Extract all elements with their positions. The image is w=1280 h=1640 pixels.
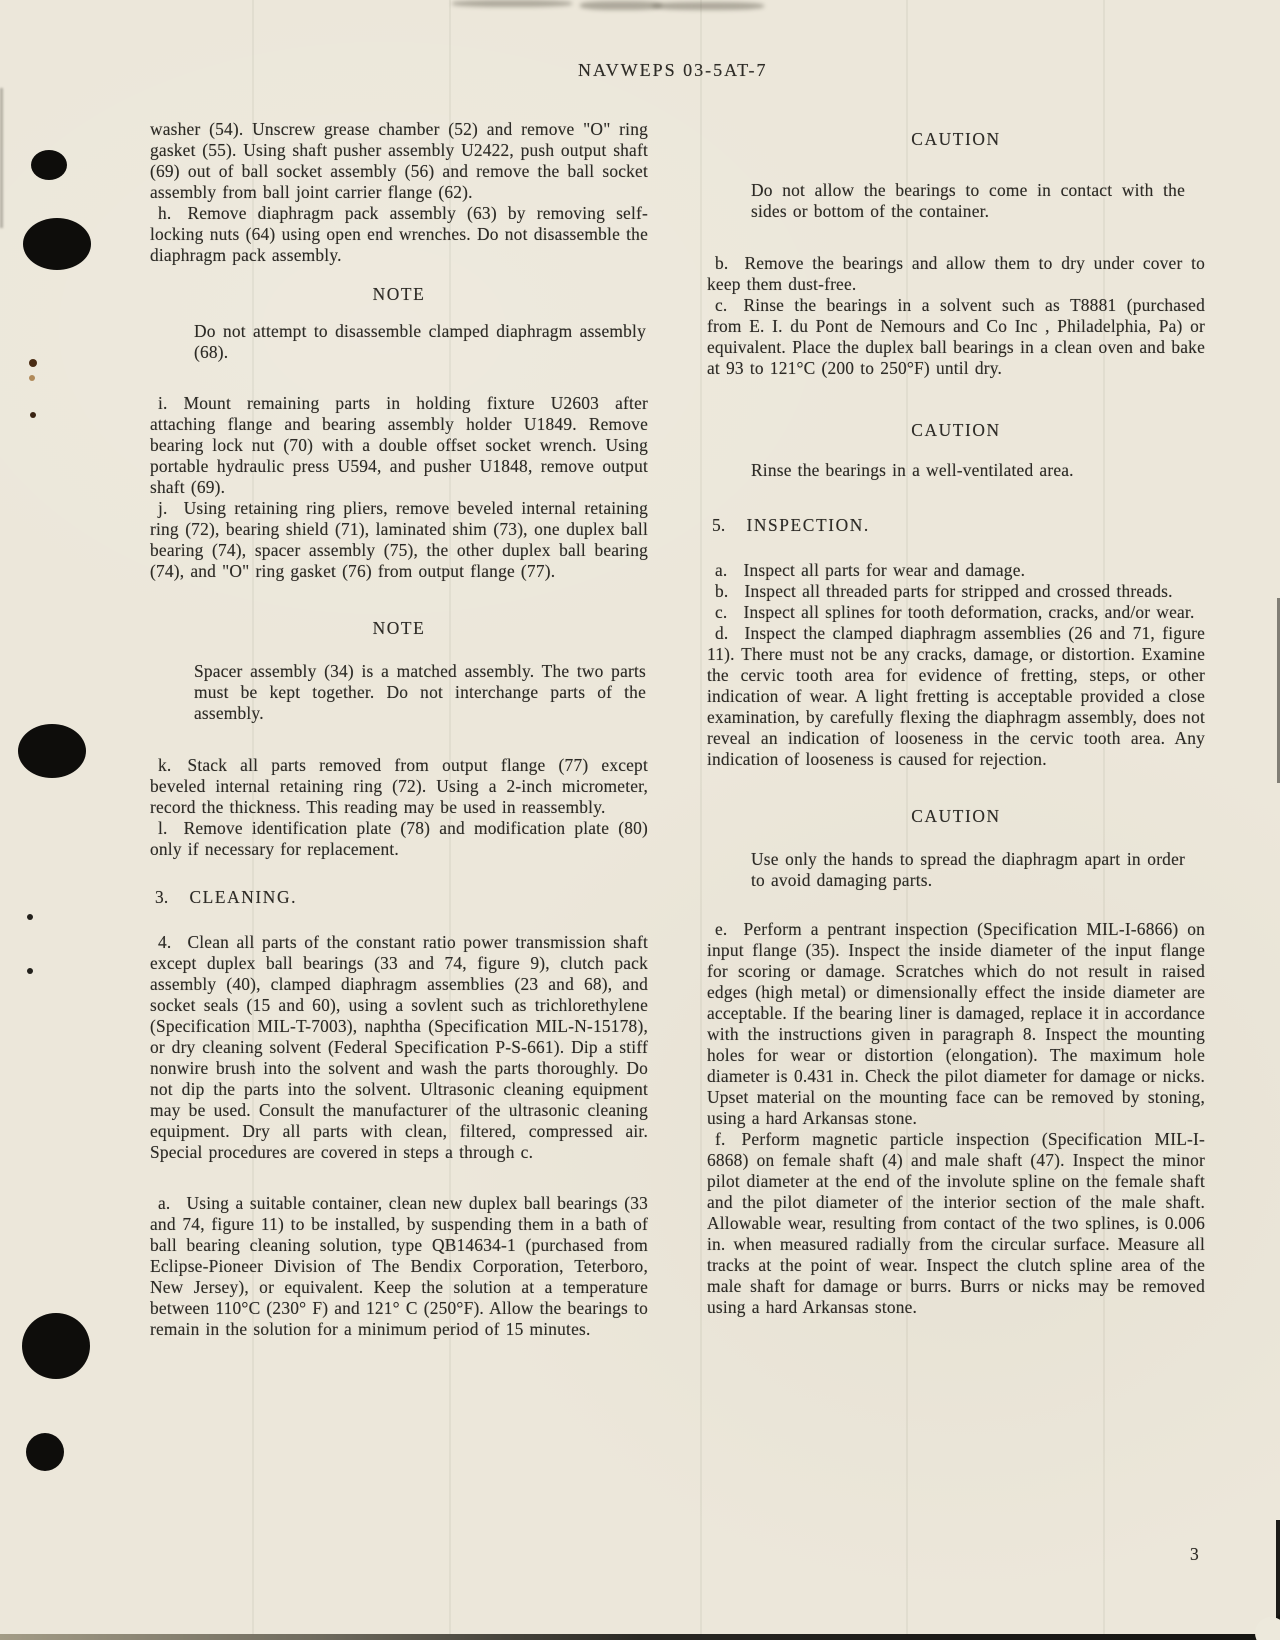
paragraph-text: washer (54). Unscrew grease chamber (52) and remove "O" ring gasket (55). Using shaft pusher assembly U2422, push output shaft (69) out of ball socket assembly (56) and remove the ball socket assembly from ball joint carrier flange (62). — [150, 119, 648, 202]
scan-smudge — [580, 1, 662, 10]
scan-streak — [1103, 0, 1105, 1640]
paragraph-text: Inspect all threaded parts for stripped and crossed threads. — [744, 581, 1173, 601]
paragraph-text: Remove diaphragm pack assembly (63) by removing self-locking nuts (64) using open end wrenches. Do not disassemble the diaphragm pack assembly. — [150, 203, 648, 265]
paragraph-text: Remove the bearings and allow them to dry under cover to keep them dust-free. — [707, 253, 1205, 294]
paragraph-h — [150, 203, 648, 266]
paragraph-text: Inspect all parts for wear and damage. — [743, 560, 1026, 580]
caution-heading — [707, 129, 1205, 150]
paragraph-text: Spacer assembly (34) is a matched assembly. The two parts must be kept together. Do not interchange parts of the assembly. — [194, 661, 646, 723]
paragraph-text: Perform a pentrant inspection (Specification MIL-I-6866) on input flange (35). Inspect the inside diameter of the input flange for scoring or damage. Scratches which do not result in raised edges (high metal) or dimensionally effect the inside diameter are acceptable. If the bearing liner is damaged, replace it in accordance with the instructions given in paragraph 8. Inspect the mounting holes for wear or distortion (elongation). The maximum hole diameter is 0.431 in. Check the pilot diameter for damage or nicks. Upset material on the mounting face can be removed by stoning, using a hard Arkansas stone. — [707, 919, 1205, 1128]
paragraph-label: 3. — [155, 887, 169, 907]
section-heading-cleaning — [150, 887, 648, 908]
paragraph-text: Clean all parts of the constant ratio power transmission shaft except duplex ball bearings (33 and 74, figure 9), clutch pack assembly (40), clamped diaphragm assemblies (23 and 68), and socket seals (15 and 60), using a sovlent such as trichlorethylene (Specification MIL-T-7003), naphtha (Specification MIL-N-15178), or dry cleaning solvent (Federal Specification P-S-661). Dip a stiff nonwire brush into the solvent and wash the parts thoroughly. Do not dip the parts into the solvent. Ultrasonic cleaning equipment may be used. Consult the manufacturer of the ultrasonic cleaning equipment. Dry all parts with clean, filtered, compressed air. Special procedures are covered in steps a through c. — [150, 932, 648, 1162]
scan-smudge — [452, 0, 572, 7]
paragraph-text: NOTE — [372, 284, 426, 304]
paragraph-text: Do not allow the bearings to come in contact with the sides or bottom of the container. — [751, 180, 1185, 221]
punch-hole-mark — [18, 724, 86, 778]
page-corner-fold — [1255, 1617, 1280, 1640]
paragraph-text: Do not attempt to disassemble clamped diaphragm assembly (68). — [194, 321, 646, 362]
right-column — [707, 119, 1205, 1318]
page-number: 3 — [1190, 1544, 1199, 1564]
paragraph-label: b. — [715, 581, 729, 601]
caution-heading — [707, 806, 1205, 827]
scan-edge-shadow — [0, 88, 3, 228]
paragraph-text: Inspect the clamped diaphragm assemblies (26 and 71, figure 11). There must not be any cracks, damage, or distortion. Examine the cervic tooth area for evidence of fretting, steps, or other indication of wear. A light fretting is acceptable provided a close examination, by carefully flexing the diaphragm assembly, does not reveal an indication of looseness in the cervic tooth area. Any indication of looseness is caused for rejection. — [707, 623, 1205, 769]
caution-heading — [707, 420, 1205, 441]
punch-hole-mark — [26, 1433, 64, 1471]
scan-streak — [700, 0, 702, 1640]
paragraph-label: i. — [158, 393, 168, 413]
paper-speck — [27, 968, 33, 974]
paragraph-label: l. — [158, 818, 168, 838]
paragraph-text: Rinse the bearings in a solvent such as T8881 (purchased from E. I. du Pont de Nemours and Co Inc , Philadelphia, Pa) or equivalent. Place the duplex ball bearings in a clean oven and bake at 93 to 121°C (200 to 250°F) until dry. — [707, 295, 1205, 378]
paragraph-label: 5. — [712, 515, 726, 535]
paper-speck — [30, 412, 36, 418]
paragraph-label: d. — [715, 623, 729, 643]
punch-hole-mark — [31, 150, 67, 180]
paragraph-k — [150, 755, 648, 818]
paragraph-label: h. — [158, 203, 172, 223]
section-heading-inspection — [707, 515, 1205, 536]
paragraph-c-inspection — [707, 602, 1205, 623]
paragraph-text: Inspect all splines for tooth deformation, cracks, and/or wear. — [743, 602, 1195, 622]
punch-hole-mark — [23, 218, 91, 270]
note-heading — [150, 284, 648, 305]
caution-body — [751, 460, 1185, 481]
scan-streak — [449, 0, 451, 1640]
paragraph-a-inspection — [707, 560, 1205, 581]
paragraph-text: Using a suitable container, clean new duplex ball bearings (33 and 74, figure 11) to be installed, by suspending them in a bath of ball bearing cleaning solution, type QB14634-1 (purchased from Eclipse-Pioneer Division of The Bendix Corporation, Teterboro, New Jersey), or equivalent. Keep the solution at a temperature between 110°C (230° F) and 121° C (250°F). Allow the bearings to remain in the solution for a minimum period of 15 minutes. — [150, 1193, 648, 1339]
paper-speck — [29, 359, 37, 367]
paragraph-b-inspection — [707, 581, 1205, 602]
paragraph-text: Using retaining ring pliers, remove beveled internal retaining ring (72), bearing shield (71), laminated shim (73), one duplex ball bearing (74), spacer assembly (75), the other duplex ball bearing (74), and "O" ring gasket (76) from output flange (77). — [150, 498, 648, 581]
paragraph-text: Use only the hands to spread the diaphragm apart in order to avoid damaging parts. — [751, 849, 1185, 890]
document-header-title: NAVWEPS 03-5AT-7 — [578, 60, 768, 80]
caution-body — [751, 180, 1185, 222]
paragraph-f-inspection — [707, 1129, 1205, 1318]
paragraph-text: CAUTION — [911, 420, 1001, 440]
paragraph-4 — [150, 932, 648, 1163]
paragraph-e-inspection — [707, 919, 1205, 1129]
paragraph-text: CLEANING. — [189, 887, 298, 907]
paragraph-label: a. — [715, 560, 728, 580]
paragraph-label: b. — [715, 253, 729, 273]
paragraph-j — [150, 498, 648, 582]
paragraph-label: e. — [715, 919, 728, 939]
note-body — [194, 661, 646, 724]
paragraph-text: NOTE — [372, 618, 426, 638]
paragraph-label: k. — [158, 755, 172, 775]
punch-hole-mark — [22, 1313, 90, 1379]
paragraph-text: Stack all parts removed from output flange (77) except beveled internal retaining ring (72). Using a 2-inch micrometer, record the thickness. This reading may be used in reassembly. — [150, 755, 648, 817]
paper-speck — [27, 914, 33, 920]
scan-streak — [252, 0, 254, 1640]
scan-edge-shadow — [0, 1634, 1280, 1640]
scan-smudge — [652, 2, 764, 10]
paragraph-label: 4. — [158, 932, 172, 952]
paragraph-text: Rinse the bearings in a well-ventilated area. — [751, 460, 1074, 480]
paragraph-label: a. — [158, 1193, 171, 1213]
paper-speck — [29, 375, 35, 381]
paragraph-label: f. — [715, 1129, 726, 1149]
paragraph-i — [150, 393, 648, 498]
paragraph-d-inspection — [707, 623, 1205, 770]
paragraph-text: Perform magnetic particle inspection (Specification MIL-I-6868) on female shaft (4) and male shaft (47). Inspect the minor pilot diameter at the end of the involute spline on the female shaft and the pilot diameter of the interior section of the male shaft. Allowable wear, resulting from contact of the two splines, is 0.006 in. when measured radially from the circular surface. Measure all tracks at the point of wear. Inspect the clutch spline area of the male shaft for damage or burrs. Burrs or nicks may be removed using a hard Arkansas stone. — [707, 1129, 1205, 1317]
scan-streak — [906, 0, 908, 1640]
paragraph-label: c. — [715, 295, 728, 315]
paragraph-g-continuation — [150, 119, 648, 203]
paragraph-c-cleaning — [707, 295, 1205, 379]
paragraph-text: INSPECTION. — [746, 515, 870, 535]
paragraph-text: CAUTION — [911, 129, 1001, 149]
paragraph-a-cleaning — [150, 1193, 648, 1340]
paragraph-text: Remove identification plate (78) and modification plate (80) only if necessary for replacement. — [150, 818, 648, 859]
paragraph-label: c. — [715, 602, 728, 622]
paragraph-label: j. — [158, 498, 168, 518]
paragraph-b-cleaning — [707, 253, 1205, 295]
paragraph-text: Mount remaining parts in holding fixture U2603 after attaching flange and bearing assembly holder U1849. Remove bearing lock nut (70) with a double offset socket wrench. Using portable hydraulic press U594, and pusher U1848, remove output shaft (69). — [150, 393, 648, 497]
note-body — [194, 321, 646, 363]
paragraph-l — [150, 818, 648, 860]
caution-body — [751, 849, 1185, 891]
paragraph-text: CAUTION — [911, 806, 1001, 826]
note-heading — [150, 618, 648, 639]
left-column — [150, 119, 648, 1340]
